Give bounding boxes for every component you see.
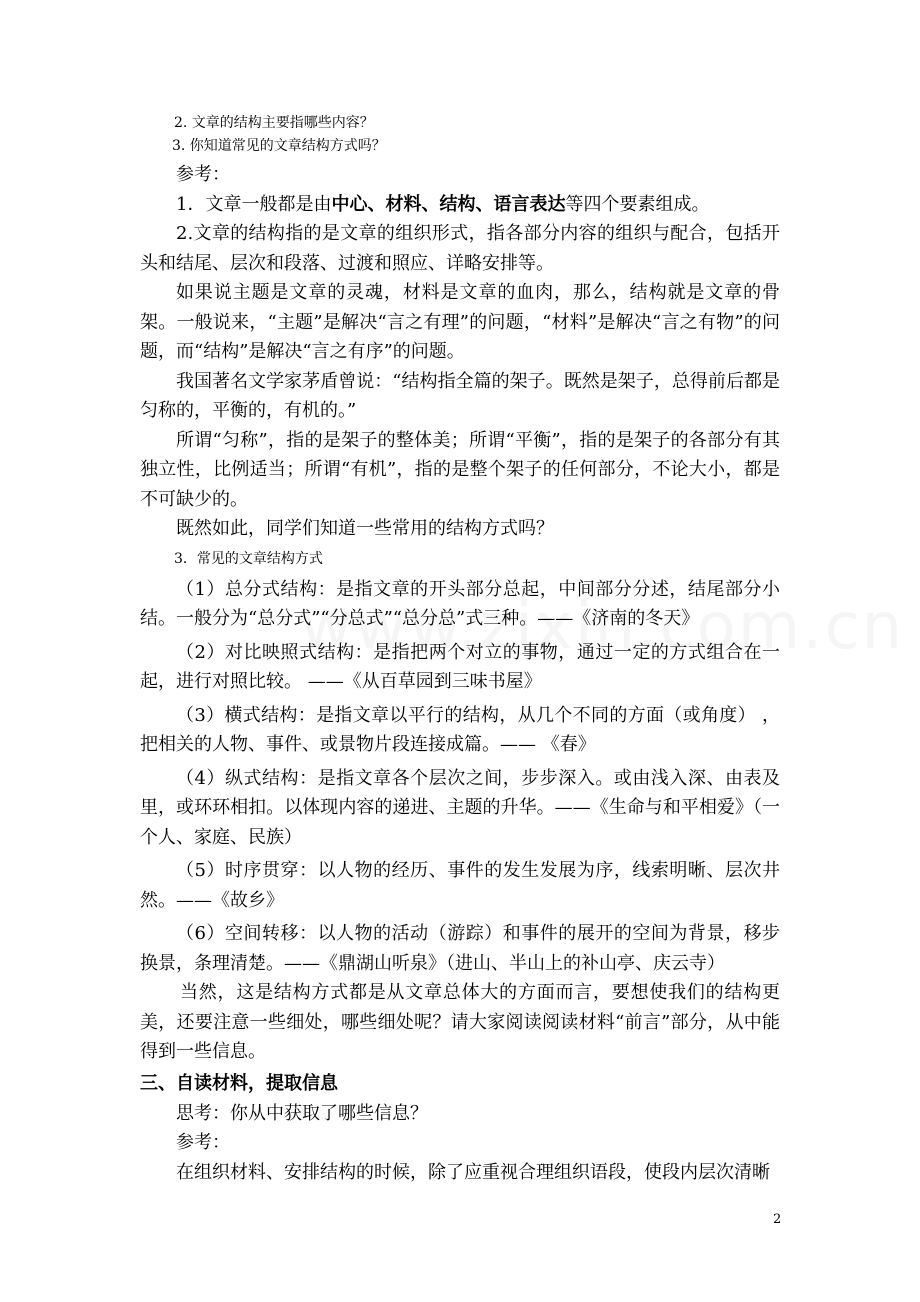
list-item: （6）空间转移：以人物的活动（游踪）和事件的展开的空间为背景，移步换景，条理清楚。——《鼎湖山听泉》（进山、半山上的补山亭、庆云寺） bbox=[140, 923, 780, 974]
last-paragraph: 在组织材料、安排结构的时候，除了应重视合理组织语段，使段内层次清晰 bbox=[176, 1161, 770, 1183]
answer-1-prefix: 1．文章一般都是由 bbox=[176, 193, 332, 215]
paragraph-explain: 所谓“匀称”，指的是架子的整体美；所谓“平衡”，指的是架子的各部分有其独立性，比例适当；所谓“有机”，指的是整个架子的任何部分，不论大小，都是不可缺少的。 bbox=[140, 429, 780, 510]
list-item: （5）时序贯穿：以人物的经历、事件的发生发展为序，线索明晰、层次井然。——《故乡》 bbox=[140, 860, 780, 911]
think-prompt: 思考：你从中获取了哪些信息？ bbox=[176, 1102, 428, 1124]
question-2: 2. 文章的结构主要指哪些内容？ bbox=[174, 115, 374, 131]
document-body bbox=[140, 112, 780, 1187]
paragraph-question: 既然如此，同学们知道一些常用的结构方式吗？ bbox=[176, 518, 554, 539]
paragraph-details: 当然，这是结构方式都是从文章总体大的方面而言，要想使我们的结构更美，还要注意一些细处，哪些细处呢？请大家阅读阅读材料“前言”部分，从中能得到一些信息。 bbox=[140, 982, 780, 1062]
answer-2: 2.文章的结构指的是文章的组织形式，指各部分内容的组织与配合，包括开头和结尾、层次和段落、过渡和照应、详略安排等。 bbox=[140, 223, 780, 274]
section-3-heading: 三、自读材料，提取信息 bbox=[140, 1072, 338, 1094]
sub-heading-structures: 3．常见的文章结构方式 bbox=[174, 550, 323, 567]
list-item: （2）对比映照式结构：是指把两个对立的事物，通过一定的方式组合在一起，进行对照比较。 ——《从百草园到三味书屋》 bbox=[140, 641, 780, 692]
page-number: 2 bbox=[773, 1212, 782, 1227]
reference-label-2: 参考： bbox=[176, 1132, 230, 1153]
answer-1 bbox=[140, 190, 780, 220]
answer-1-bold-terms: 中心、材料、结构、语言表达 bbox=[331, 193, 566, 215]
list-item: （4）纵式结构：是指文章各个层次之间，步步深入。或由浅入深、由表及里，或环环相扣。以体现内容的递进、主题的升华。——《生命与和平相爱》（一个人、家庭、民族） bbox=[140, 767, 780, 848]
list-item: （1）总分式结构：是指文章的开头部分总起，中间部分分述，结尾部分小结。一般分为“总分式”“分总式”“总分总”式三种。——《济南的冬天》 bbox=[140, 578, 780, 629]
paragraph-soul: 如果说主题是文章的灵魂，材料是文章的血肉，那么，结构就是文章的骨架。一般说来，“主题”是解决“言之有理”的问题，“材料”是解决“言之有物”的问题，而“结构”是解决“言之有序”的问题。 bbox=[140, 282, 780, 362]
paragraph-maodun: 我国著名文学家茅盾曾说：“结构指全篇的架子。既然是架子，总得前后都是匀称的，平衡的，有机的。” bbox=[140, 370, 780, 421]
list-item: （3）横式结构：是指文章以平行的结构，从几个不同的方面（或角度） ，把相关的人物、事件、或景物片段连接成篇。—— 《春》 bbox=[140, 704, 780, 755]
question-3: 3. 你知道常见的文章结构方式吗？ bbox=[172, 138, 386, 154]
reference-label: 参考： bbox=[176, 164, 230, 185]
answer-1-suffix: 等四个要素组成。 bbox=[565, 193, 710, 215]
